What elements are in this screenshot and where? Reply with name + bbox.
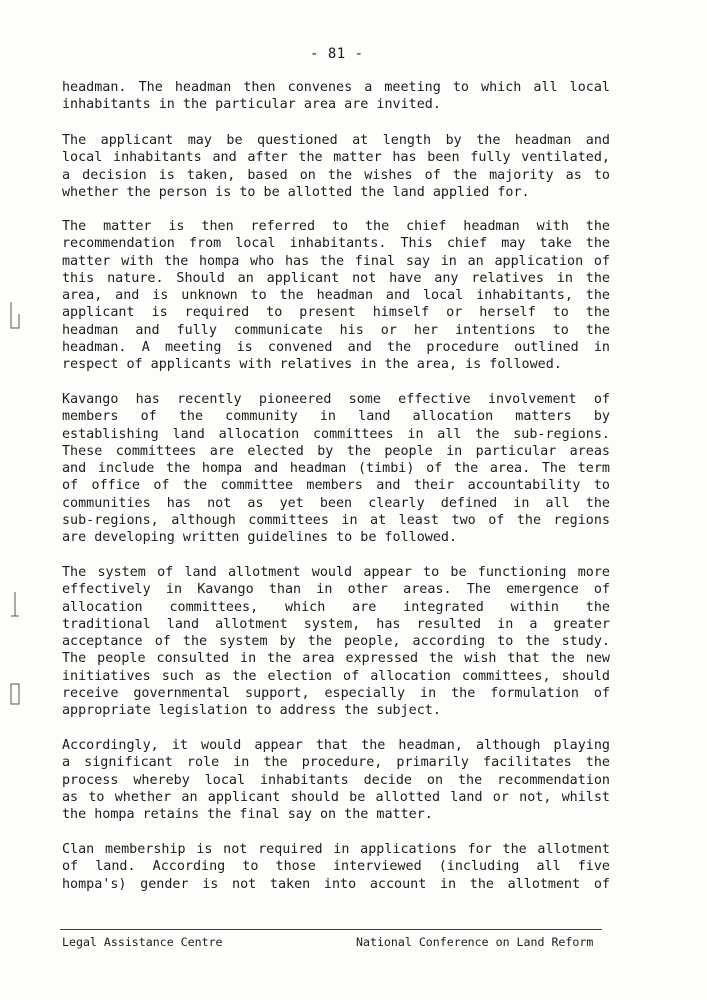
text-line: acceptance of the system by the people, according to the study. (62, 634, 610, 650)
text-line: whether the person is to be allotted the land applied for. (62, 184, 530, 200)
margin-bracket-mark (8, 300, 22, 334)
text-line: The system of land allotment would appear to be functioning more (62, 565, 610, 580)
text-line: hompa's) gender is not taken into account in the allotment of (62, 876, 610, 892)
text-line: and include the hompa and headman (timbi) of the area. The term (62, 461, 610, 477)
text-line: Clan membership is not required in applications for the allotment (62, 842, 610, 857)
text-line: the hompa retains the final say on the matter. (62, 807, 433, 823)
text-line: local inhabitants and after the matter has been fully ventilated, (62, 150, 610, 166)
text-line: The applicant may be questioned at length by the headman and (62, 133, 610, 148)
text-line: respect of applicants with relatives in the area, is followed. (62, 357, 562, 373)
text-line: this nature. Should an applicant not have any relatives in the (62, 270, 610, 286)
paragraph (62, 841, 610, 893)
text-line: recommendation from local inhabitants. This chief may take the (62, 236, 610, 252)
margin-tick-mark (8, 590, 22, 624)
text-line: headman. A meeting is convened and the procedure outlined in (62, 340, 610, 356)
text-line: are developing written guidelines to be followed. (62, 530, 458, 546)
paragraph (62, 79, 610, 114)
text-line: receive governmental support, especially in the formulation of (62, 686, 610, 702)
text-line: appropriate legislation to address the subject. (62, 703, 441, 719)
text-line: of office of the committee members and their accountability to (62, 478, 610, 494)
paragraph (62, 218, 610, 374)
text-line: sub-regions, although committees in at least two of the regions (62, 513, 610, 529)
text-line: members of the community in land allocation matters by (62, 409, 610, 425)
text-line: The matter is then referred to the chief headman with the (62, 219, 610, 234)
paragraph (62, 132, 610, 201)
text-line: applicant is required to present himself or herself to the (62, 305, 610, 321)
paragraph (62, 737, 610, 823)
text-line: Kavango has recently pioneered some effective involvement of (62, 392, 610, 407)
text-line: inhabitants in the particular area are invited. (62, 97, 441, 113)
margin-bracket-mark (8, 680, 22, 714)
text-line: allocation committees, which are integrated within the (62, 599, 610, 615)
text-line: matter with the hompa who has the final say in an application of (62, 253, 610, 269)
text-line: of land. According to those interviewed (including all five (62, 859, 610, 875)
text-line: effectively in Kavango than in other areas. The emergence of (62, 582, 610, 598)
footer-rule (60, 929, 602, 930)
text-line: These committees are elected by the people in particular areas (62, 443, 610, 459)
text-line: initiatives such as the election of allocation committees, should (62, 668, 610, 684)
text-line: headman and fully communicate his or her intentions to the (62, 322, 610, 338)
text-line: traditional land allotment system, has resulted in a greater (62, 616, 610, 632)
text-line: a decision is taken, based on the wishes of the majority as to (62, 167, 610, 183)
text-line: communities has not as yet been clearly defined in all the (62, 495, 610, 511)
text-line: a significant role in the procedure, primarily facilitates the (62, 755, 610, 771)
paragraph (62, 391, 610, 547)
text-line: Accordingly, it would appear that the headman, although playing (62, 738, 610, 753)
page-number: - 81 - (310, 46, 364, 62)
text-line: headman. The headman then convenes a meeting to which all local (62, 80, 610, 95)
text-line: The people consulted in the area expressed the wish that the new (62, 651, 610, 667)
text-line: as to whether an applicant should be allotted land or not, whilst (62, 789, 610, 805)
paragraph (62, 564, 610, 720)
text-line: establishing land allocation committees in all the sub-regions. (62, 426, 610, 442)
text-line: area, and is unknown to the headman and local inhabitants, the (62, 288, 610, 304)
footer-organization: Legal Assistance Centre (62, 935, 223, 949)
footer-conference: National Conference on Land Reform (356, 935, 594, 949)
text-line: process whereby local inhabitants decide on the recommendation (62, 772, 610, 788)
